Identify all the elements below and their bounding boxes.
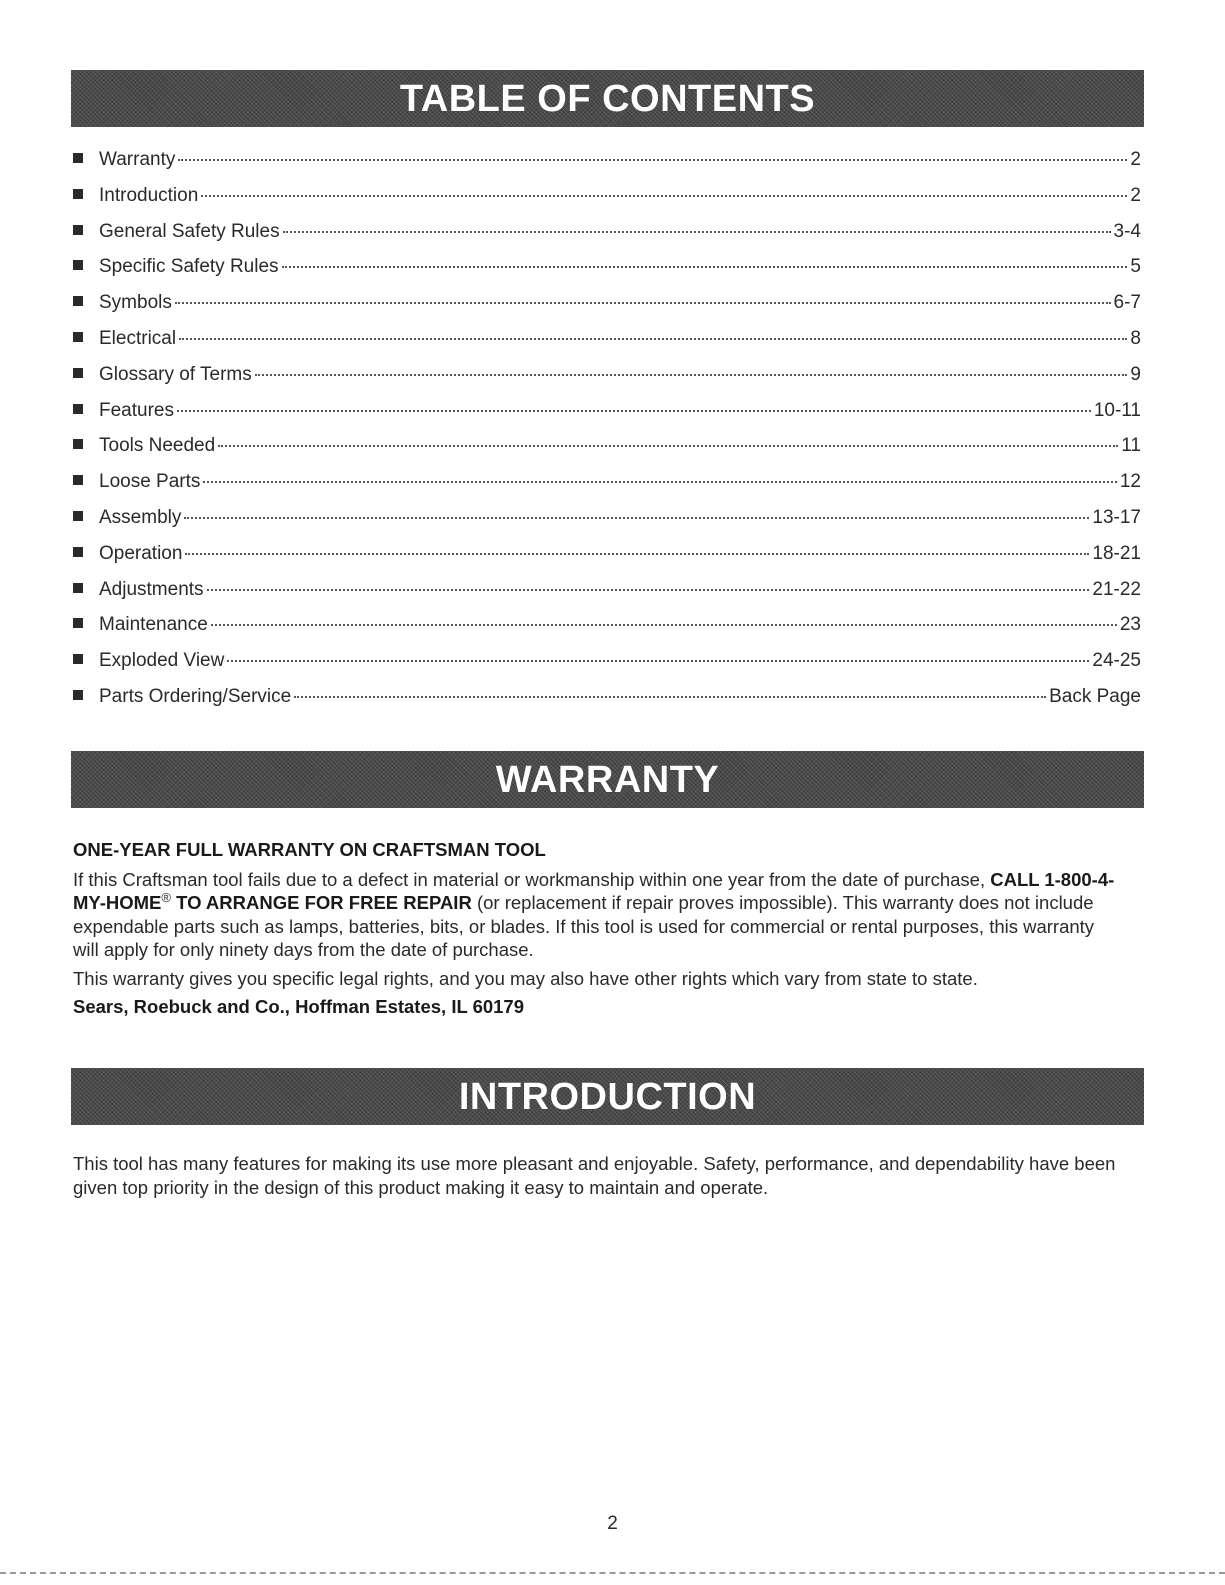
- toc-item-label: General Safety Rules: [99, 220, 280, 242]
- square-bullet-icon: [73, 583, 83, 593]
- toc-item-page: 5: [1130, 256, 1141, 278]
- dot-leader: [178, 159, 1127, 161]
- toc-item: [73, 185, 1141, 221]
- warranty-phone: CALL 1-800-4-MY-HOME: [73, 868, 1115, 913]
- toc-item: [73, 400, 1141, 436]
- dot-leader: [184, 517, 1089, 519]
- dot-leader: [294, 696, 1046, 698]
- toc-item-page: 9: [1130, 363, 1141, 385]
- square-bullet-icon: [73, 547, 83, 557]
- warranty-text-2: (or replacement if repair proves impossible). This warranty does not include expendable parts such as lamps, batteries, bits, or blades. If this tool is used for commercial or rental purposes, this warranty will apply for only ninety days from the date of purchase.: [73, 892, 1095, 960]
- square-bullet-icon: [73, 475, 83, 485]
- bottom-divider: [0, 1572, 1225, 1574]
- toc-item-label: Loose Parts: [99, 471, 201, 493]
- toc-item-label: Specific Safety Rules: [99, 256, 279, 278]
- square-bullet-icon: [73, 404, 83, 414]
- toc-item-page: 3-4: [1113, 220, 1141, 242]
- toc-item-label: Maintenance: [99, 614, 208, 636]
- warranty-section: [73, 838, 1123, 1019]
- toc-item-page: 13-17: [1092, 506, 1141, 528]
- toc-item: [73, 149, 1141, 185]
- toc-item-label: Operation: [99, 542, 183, 564]
- square-bullet-icon: [73, 368, 83, 378]
- toc-title: TABLE OF CONTENTS: [399, 77, 816, 120]
- introduction-title: INTRODUCTION: [458, 1075, 757, 1118]
- toc-item-label: Warranty: [99, 149, 176, 170]
- toc-item-label: Glossary of Terms: [99, 363, 252, 385]
- warranty-text-1: If this Craftsman tool fails due to a defect in material or workmanship within one year from the date of purchase,: [73, 868, 991, 890]
- toc-item-page: 24-25: [1092, 650, 1141, 672]
- dot-leader: [227, 660, 1089, 662]
- toc-item-page: 10-11: [1093, 399, 1141, 421]
- toc-item-page: 8: [1130, 327, 1141, 349]
- dot-leader: [282, 266, 1128, 268]
- dot-leader: [185, 553, 1089, 555]
- toc-item: [73, 256, 1141, 292]
- dot-leader: [218, 445, 1118, 447]
- toc-item: [73, 435, 1141, 471]
- dot-leader: [211, 624, 1117, 626]
- toc-item-label: Exploded View: [99, 650, 225, 672]
- dot-leader: [175, 302, 1111, 304]
- toc-item-page: 2: [1130, 149, 1141, 170]
- toc-banner: [71, 70, 1144, 127]
- square-bullet-icon: [73, 654, 83, 664]
- toc-item-page: 11: [1121, 435, 1141, 457]
- square-bullet-icon: [73, 189, 83, 199]
- square-bullet-icon: [73, 296, 83, 306]
- toc-item: [73, 471, 1141, 507]
- toc-item-label: Tools Needed: [99, 435, 216, 457]
- toc-item-page: 12: [1119, 471, 1141, 493]
- introduction-body: This tool has many features for making its use more pleasant and enjoyable. Safety, performance, and dependability have been given top priority in the design of this product making it easy to maintain and operate.: [73, 1153, 1116, 1198]
- toc-item-page: 18-21: [1092, 542, 1141, 564]
- toc-item: [73, 364, 1141, 400]
- toc-item: [73, 507, 1141, 543]
- warranty-paragraph: [73, 868, 1123, 962]
- square-bullet-icon: [73, 332, 83, 342]
- warranty-banner: [71, 751, 1144, 808]
- dot-leader: [255, 374, 1128, 376]
- toc-item-label: Features: [99, 399, 174, 421]
- square-bullet-icon: [73, 153, 83, 163]
- toc-item-label: Adjustments: [99, 578, 204, 600]
- warranty-rights: This warranty gives you specific legal rights, and you may also have other rights which vary from state to state.: [73, 967, 978, 989]
- toc-item: [73, 686, 1141, 722]
- page-number: 2: [607, 1513, 618, 1534]
- toc-item-label: Symbols: [99, 292, 172, 314]
- toc-item: [73, 292, 1141, 328]
- toc-item-page: 6-7: [1113, 292, 1141, 314]
- toc-item: [73, 614, 1141, 650]
- dot-leader: [203, 481, 1116, 483]
- toc-item-label: Electrical: [99, 327, 177, 349]
- toc-item-label: Introduction: [99, 184, 199, 206]
- toc-item-page: Back Page: [1049, 685, 1141, 707]
- registered-mark: ®: [161, 889, 171, 905]
- toc-item-label: Assembly: [99, 506, 182, 528]
- dot-leader: [177, 410, 1091, 412]
- toc-item-page: 21-22: [1092, 578, 1141, 600]
- introduction-banner: [71, 1068, 1144, 1125]
- square-bullet-icon: [73, 690, 83, 700]
- toc-item: [73, 579, 1141, 615]
- toc-item: [73, 650, 1141, 686]
- square-bullet-icon: [73, 511, 83, 521]
- dot-leader: [201, 195, 1127, 197]
- toc-item: [73, 328, 1141, 364]
- square-bullet-icon: [73, 618, 83, 628]
- toc-item-page: 2: [1130, 184, 1141, 206]
- square-bullet-icon: [73, 225, 83, 235]
- dot-leader: [283, 231, 1111, 233]
- warranty-title: WARRANTY: [495, 758, 720, 801]
- toc-item: [73, 543, 1141, 579]
- warranty-address: Sears, Roebuck and Co., Hoffman Estates, IL 60179: [73, 996, 525, 1017]
- toc-list: [73, 149, 1141, 722]
- warranty-heading: ONE-YEAR FULL WARRANTY ON CRAFTSMAN TOOL: [73, 839, 546, 860]
- toc-item-label: Parts Ordering/Service: [99, 685, 292, 707]
- dot-leader: [179, 338, 1127, 340]
- introduction-section: [73, 1152, 1123, 1200]
- toc-item-page: 23: [1119, 614, 1141, 636]
- dot-leader: [207, 589, 1090, 591]
- warranty-repair-callout: TO ARRANGE FOR FREE REPAIR: [170, 892, 472, 913]
- toc-item: [73, 221, 1141, 257]
- square-bullet-icon: [73, 439, 83, 449]
- square-bullet-icon: [73, 260, 83, 270]
